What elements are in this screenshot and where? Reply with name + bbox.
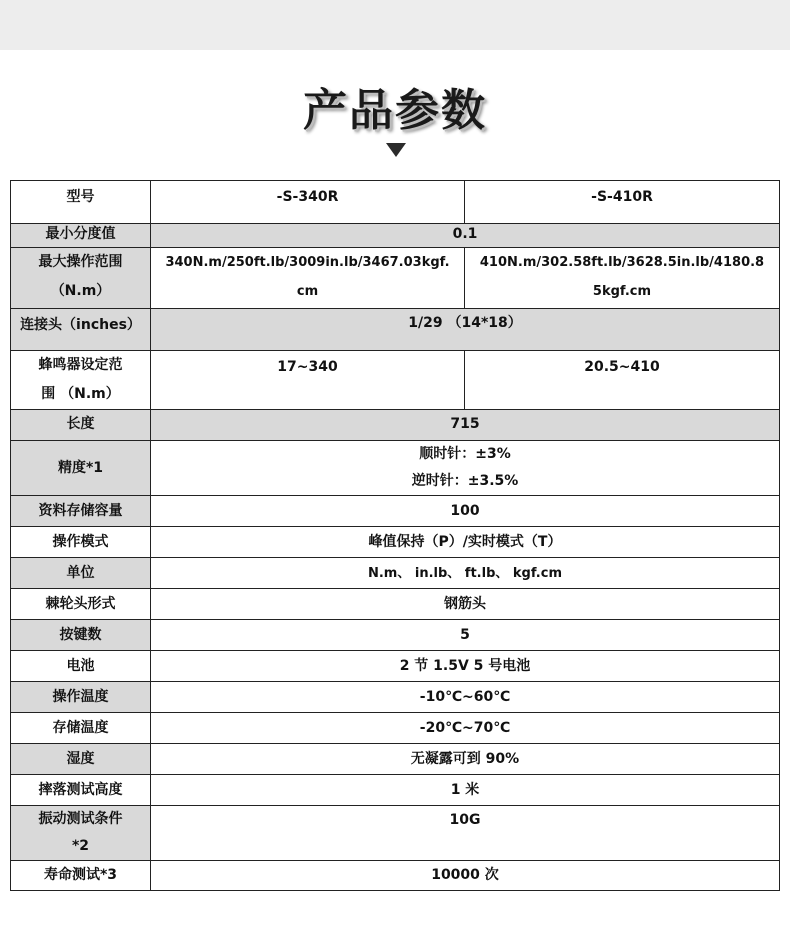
keys-label: 按键数: [11, 620, 151, 651]
max-range-a-line1: 340N.m/250ft.lb/3009in.lb/3467.03kgf.: [165, 255, 450, 270]
length-label: 长度: [66, 416, 95, 432]
table-row-buzzer: [11, 351, 780, 410]
connector-label: 连接头（inches）: [20, 317, 141, 333]
buzzer-b: 20.5~410: [584, 359, 660, 375]
page-title: 产品参数: [303, 85, 487, 136]
table-row-model: [11, 181, 780, 224]
table-row-storage-capacity: [11, 496, 780, 527]
battery-value: 2 节 1.5V 5 号电池: [151, 651, 780, 682]
buzzer-label-line1: 蜂鸣器设定范: [38, 357, 123, 373]
max-range-label-line2: （N.m）: [50, 283, 111, 299]
accuracy-line2: 逆时针：±3.5%: [411, 473, 519, 489]
unit-value: N.m、 in.lb、 ft.lb、 kgf.cm: [151, 558, 780, 589]
battery-label: 电池: [11, 651, 151, 682]
store-temp-value: -20℃~70℃: [151, 713, 780, 744]
unit-label: 单位: [11, 558, 151, 589]
table-row-length: [11, 410, 780, 441]
table-row-battery: [11, 651, 780, 682]
length-value: 715: [450, 416, 480, 432]
humidity-value: 无凝露可到 90%: [151, 744, 780, 775]
table-row-connector: [11, 309, 780, 351]
life-label: 寿命测试*3: [11, 861, 151, 891]
buzzer-a: 17~340: [277, 359, 338, 375]
table-row-store-temp: [11, 713, 780, 744]
connector-value: 1/29 （14*18）: [408, 315, 522, 331]
spec-table: [10, 180, 780, 891]
accuracy-label: 精度*1: [11, 441, 151, 496]
buzzer-label-line2: 围 （N.m）: [41, 386, 120, 402]
vibration-label-line1: 振动测试条件: [38, 811, 123, 827]
min-division-label: 最小分度值: [11, 224, 151, 248]
storage-capacity-value: 100: [151, 496, 780, 527]
op-temp-label: 操作温度: [11, 682, 151, 713]
mode-label: 操作模式: [11, 527, 151, 558]
table-row-mode: [11, 527, 780, 558]
max-range-b-line2: 5kgf.cm: [592, 284, 652, 299]
table-row-life: [11, 861, 780, 891]
op-temp-value: -10℃~60℃: [151, 682, 780, 713]
table-row-humidity: [11, 744, 780, 775]
table-row-accuracy: [11, 441, 780, 496]
table-row-max-range: [11, 248, 780, 309]
table-row-drop: [11, 775, 780, 806]
mode-value: 峰值保持（P）/实时模式（T）: [151, 527, 780, 558]
store-temp-label: 存储温度: [11, 713, 151, 744]
max-range-b-line1: 410N.m/302.58ft.lb/3628.5in.lb/4180.8: [479, 255, 765, 270]
ratchet-value: 钢筋头: [151, 589, 780, 620]
drop-value: 1 米: [151, 775, 780, 806]
top-band: [0, 0, 790, 50]
drop-label: 摔落测试高度: [11, 775, 151, 806]
table-row-vibration: [11, 806, 780, 861]
vibration-value: 10G: [449, 812, 481, 828]
life-value: 10000 次: [151, 861, 780, 891]
table-row-keys: [11, 620, 780, 651]
ratchet-label: 棘轮头形式: [11, 589, 151, 620]
humidity-label: 湿度: [11, 744, 151, 775]
down-arrow-icon: [386, 143, 406, 157]
storage-capacity-label: 资料存储容量: [11, 496, 151, 527]
model-a: -S-340R: [276, 189, 339, 205]
table-row-min-division: [11, 224, 780, 248]
accuracy-line1: 顺时针：±3%: [419, 446, 511, 462]
vibration-label-line2: *2: [71, 838, 90, 854]
table-row-unit: [11, 558, 780, 589]
keys-value: 5: [151, 620, 780, 651]
min-division-value: 0.1: [151, 224, 780, 248]
model-b: -S-410R: [591, 189, 653, 205]
max-range-label-line1: 最大操作范围: [38, 254, 123, 270]
model-label: 型号: [66, 189, 95, 205]
table-row-op-temp: [11, 682, 780, 713]
table-row-ratchet: [11, 589, 780, 620]
max-range-a-line2: cm: [296, 284, 319, 299]
